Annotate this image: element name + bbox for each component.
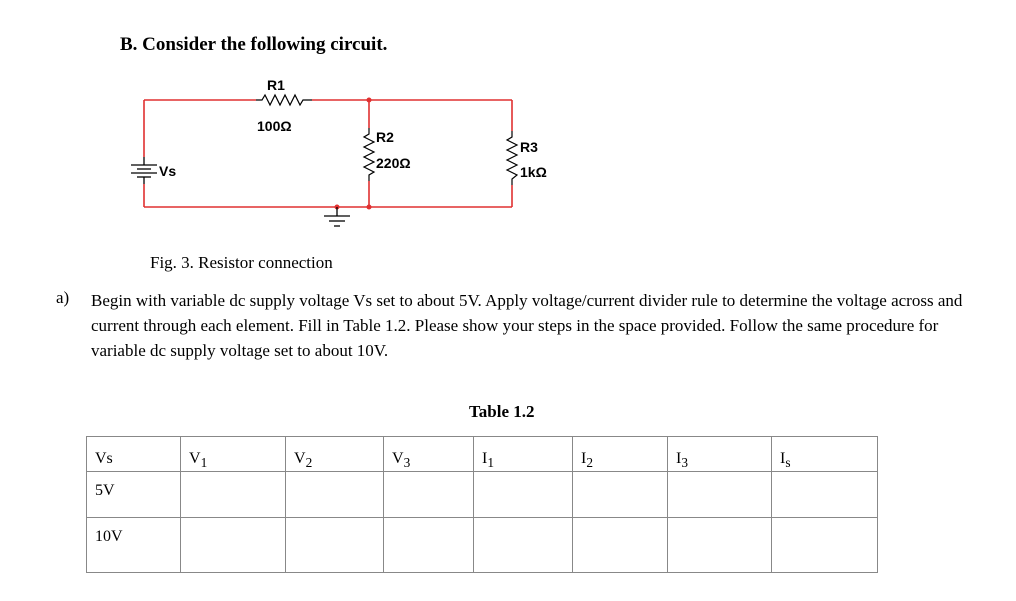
header-cell-is: $I_s$ [772, 437, 878, 472]
table-cell[interactable] [573, 472, 668, 518]
table-cell[interactable] [573, 518, 668, 573]
results-table [86, 436, 878, 573]
table-cell[interactable] [384, 518, 474, 573]
r3-name-label: R3 [520, 139, 538, 155]
header-cell-v1: $V_1$ [181, 437, 286, 472]
junction-dot-top [367, 98, 372, 103]
question-letter: a) [56, 288, 70, 307]
r1-name-label: R1 [267, 77, 285, 93]
table-cell[interactable] [286, 518, 384, 573]
table-cell[interactable] [772, 518, 878, 573]
circuit-wires [144, 100, 512, 207]
header-cell-v3: $V_3$ [384, 437, 474, 472]
table-cell[interactable] [384, 472, 474, 518]
table-cell[interactable] [668, 518, 772, 573]
circuit-diagram [0, 0, 1016, 240]
table-cell[interactable] [181, 518, 286, 573]
junction-dot-bottom [367, 205, 372, 210]
table-cell[interactable] [474, 518, 573, 573]
table-title: Table 1.2 [469, 402, 535, 421]
table-cell[interactable] [181, 472, 286, 518]
header-cell-vs: Vs [87, 437, 181, 472]
ground-icon [324, 207, 350, 226]
table-cell[interactable] [286, 472, 384, 518]
table-cell[interactable] [772, 472, 878, 518]
header-cell-i3: $I_3$ [668, 437, 772, 472]
section-heading: B. Consider the following circuit. [120, 34, 388, 55]
header-cell-i2: $I_2$ [573, 437, 668, 472]
resistor-r3-symbol [507, 131, 517, 185]
r1-value-label: 100Ω [257, 118, 292, 134]
figure-caption: Fig. 3. Resistor connection [150, 253, 333, 272]
source-label: Vs [159, 163, 177, 179]
r2-name-label: R2 [376, 129, 394, 145]
header-cell-i1: $I_1$ [474, 437, 573, 472]
resistor-r2-symbol [364, 128, 374, 181]
table-row [87, 518, 878, 573]
table-row [87, 472, 878, 518]
r3-value-label: 1kΩ [520, 164, 547, 180]
table-cell[interactable] [668, 472, 772, 518]
cell-vs-value: 5V [87, 472, 181, 518]
r2-value-label: 220Ω [376, 155, 411, 171]
question-text: Begin with variable dc supply voltage Vs set to about 5V. Apply voltage/current divider rule to determine the voltage across and current through each element. Fill in Table 1.2. Please show your steps in the space provided. Follow the same procedure for variable dc supply voltage set to about 10V. [91, 291, 963, 360]
table-header-row [87, 437, 878, 472]
resistor-r1-symbol [256, 95, 312, 105]
table-cell[interactable] [474, 472, 573, 518]
header-cell-v2: $V_2$ [286, 437, 384, 472]
battery-icon [131, 157, 157, 184]
cell-vs-value: 10V [87, 518, 181, 573]
